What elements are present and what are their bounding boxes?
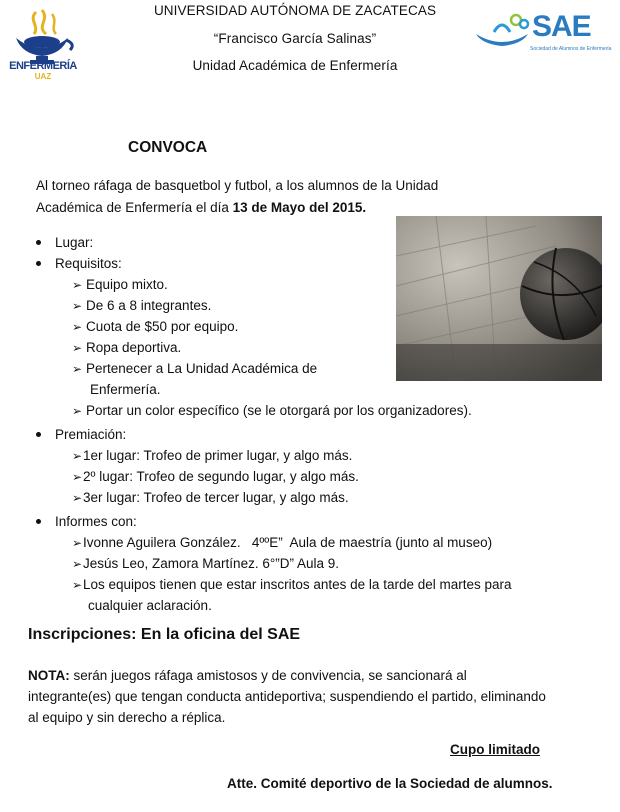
convoca-title: CONVOCA: [128, 139, 208, 156]
intro-paragraph: [36, 175, 506, 219]
sae-logo: [472, 8, 612, 56]
bullet-icon: [36, 240, 41, 245]
arrow-icon: ➢: [72, 362, 83, 376]
university-name: UNIVERSIDAD AUTÓNOMA DE ZACATECAS: [153, 3, 437, 18]
list-item: ➢2º lugar: Trofeo de segundo lugar, y algo más.: [72, 466, 359, 488]
bullet-icon: [36, 261, 41, 266]
logo-right-sub: Sociedad de Alumnos de Enfermería: [530, 46, 612, 52]
basketball-photo: [396, 216, 602, 381]
list-item: ➢Los equipos tienen que estar inscritos antes de la tarde del martes para: [72, 574, 512, 596]
arrow-icon: ➢: [72, 557, 83, 571]
list-item: ➢ Pertenecer a La Unidad Académica de: [72, 358, 317, 380]
list-item: ➢ De 6 a 8 integrantes.: [72, 295, 211, 317]
list-item: ➢ Ropa deportiva.: [72, 337, 181, 359]
arrow-icon: ➢: [72, 491, 83, 505]
requisitos-label: Requisitos:: [55, 256, 122, 271]
nota-label: NOTA:: [28, 668, 70, 683]
logo-left-sub: UAZ: [34, 72, 52, 81]
premiacion-label: Premiación:: [55, 427, 127, 442]
list-item-continuation: Enfermería.: [90, 382, 161, 397]
arrow-icon: ➢: [72, 578, 83, 592]
arrow-icon: ➢: [72, 341, 83, 355]
list-item-lugar: [36, 232, 93, 253]
signature-line: Atte. Comité deportivo de la Sociedad de alumnos.: [227, 776, 553, 791]
list-item: ➢Jesús Leo, Zamora Martínez. 6°”D” Aula 9.: [72, 553, 339, 575]
enfermeria-logo: [6, 8, 80, 84]
nota-text: serán juegos ráfaga amistosos y de convivencia, se sancionará al integrante(es) que tengan conducta antideportiva; suspendiendo el partido, eliminando al equipo y sin derecho a réplica.: [28, 668, 546, 725]
list-item: ➢ Portar un color específico (se le otorgará por los organizadores).: [72, 400, 472, 422]
arrow-icon: ➢: [72, 449, 83, 463]
arrow-icon: ➢: [72, 470, 83, 484]
list-item-informes: [36, 511, 137, 532]
academic-unit: Unidad Académica de Enfermería: [192, 58, 398, 73]
logo-left-text: ENFERMERÍA: [9, 60, 77, 72]
logo-right-text: SAE: [532, 10, 591, 43]
arrow-icon: ➢: [72, 320, 83, 334]
list-item: ➢3er lugar: Trofeo de tercer lugar, y algo más.: [72, 487, 349, 509]
list-item-continuation: cualquier aclaración.: [88, 598, 212, 613]
lugar-label: Lugar:: [55, 235, 94, 250]
list-item-premiacion: [36, 424, 126, 445]
list-item: ➢Ivonne Aguilera González. 4ººE” Aula de maestría (junto al museo): [72, 532, 492, 554]
informes-label: Informes con:: [55, 514, 137, 529]
list-item: ➢1er lugar: Trofeo de primer lugar, y algo más.: [72, 445, 352, 467]
list-item: ➢ Equipo mixto.: [72, 274, 168, 296]
event-date: 13 de Mayo del 2015.: [232, 200, 367, 215]
arrow-icon: ➢: [72, 299, 83, 313]
arrow-icon: ➢: [72, 404, 83, 418]
bullet-icon: [36, 432, 41, 437]
intro-text: Al torneo ráfaga de basquetbol y futbol, a los alumnos de la Unidad Académica de Enfermería el día: [36, 178, 439, 215]
arrow-icon: ➢: [72, 278, 83, 292]
list-item: ➢ Cuota de $50 por equipo.: [72, 316, 238, 338]
lamp-icon: [472, 12, 532, 52]
campus-name: “Francisco García Salinas”: [213, 31, 377, 46]
inscripciones-heading: Inscripciones: En la oficina del SAE: [28, 626, 301, 643]
cupo-limitado: Cupo limitado: [450, 742, 540, 757]
arrow-icon: ➢: [72, 536, 83, 550]
list-item-requisitos: [36, 253, 122, 274]
nota-paragraph: [28, 665, 548, 728]
bullet-icon: [36, 519, 41, 524]
